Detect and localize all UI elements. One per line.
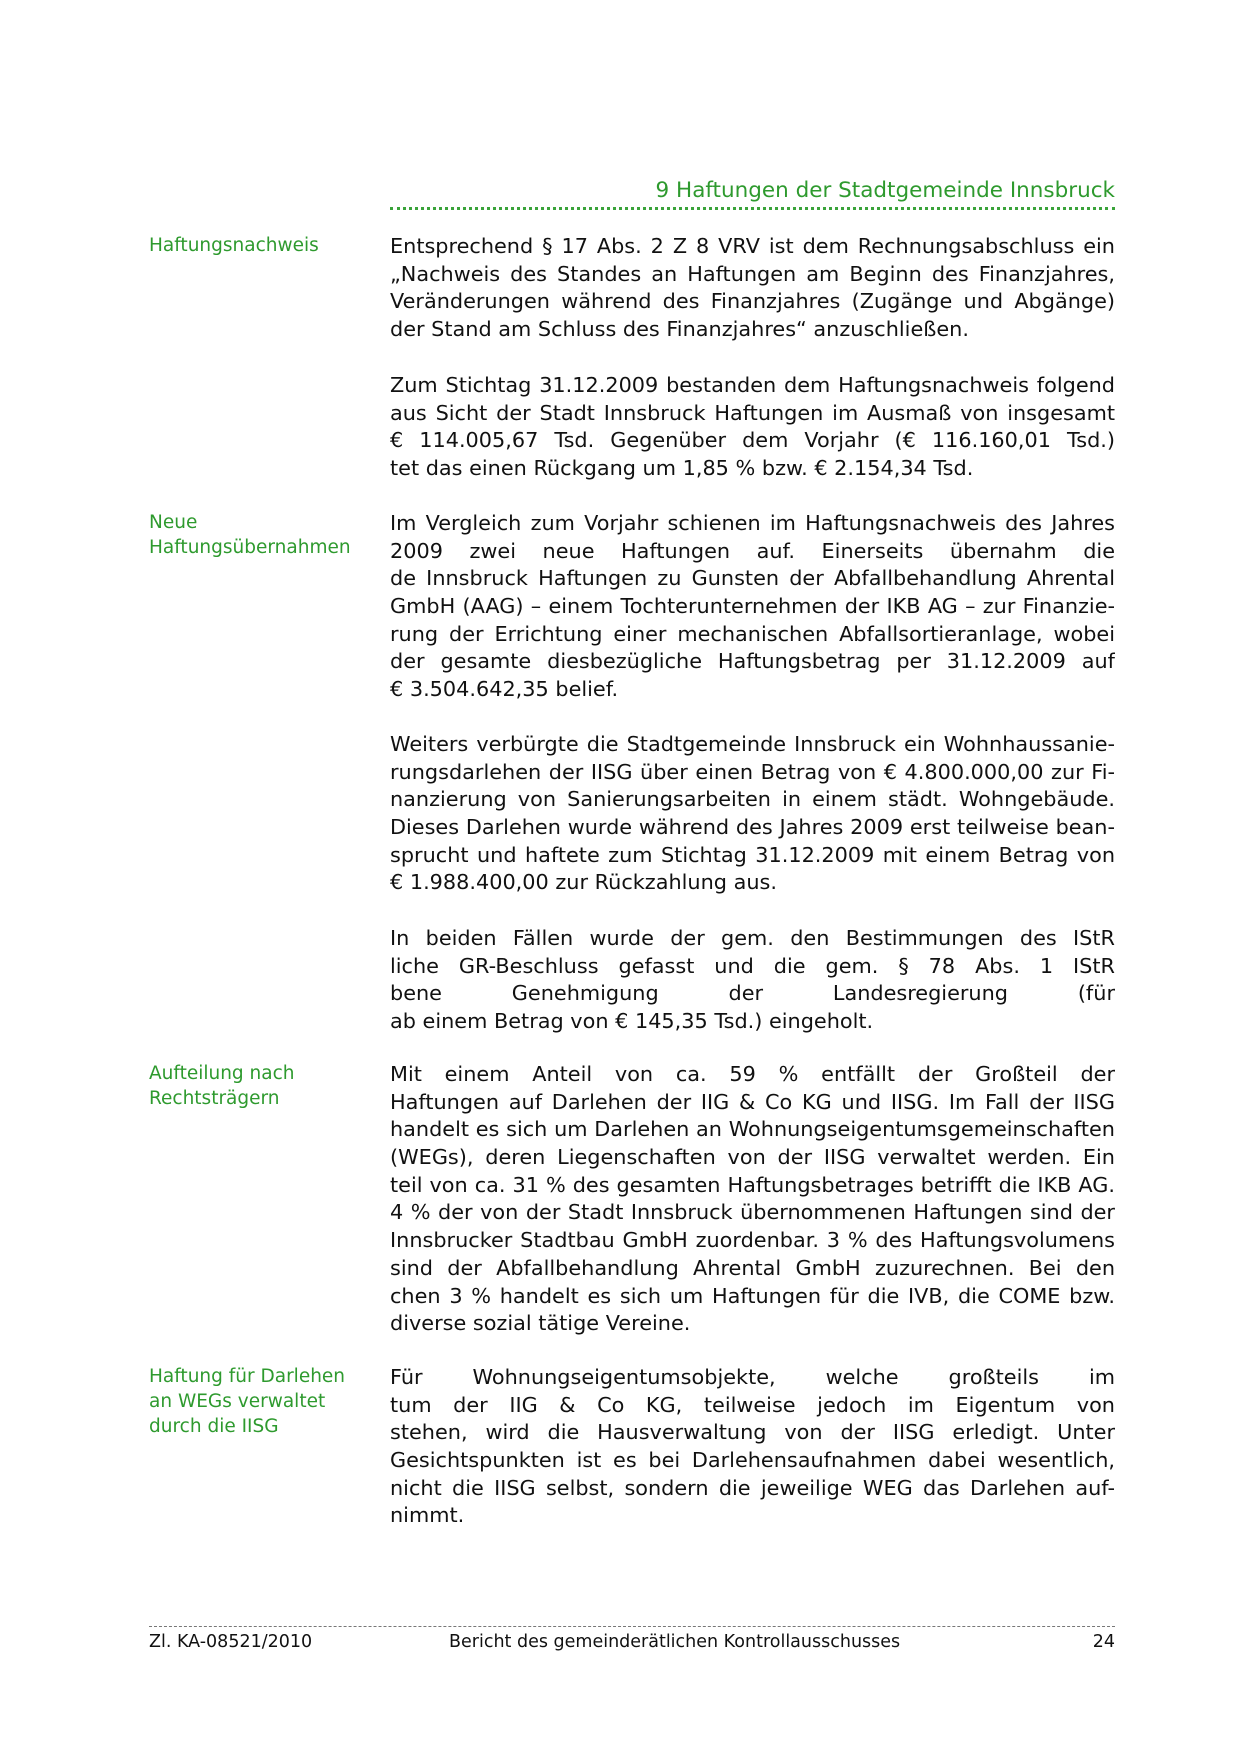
text-line: aus Sicht der Stadt Innsbruck Haftungen im Ausmaß von insgesamt — [390, 400, 1115, 425]
text-line: sprucht und haftete zum Stichtag 31.12.2009 mit einem Betrag von — [390, 842, 1115, 867]
text-line: Innsbrucker Stadtbau GmbH zuordenbar. 3 % des Haftungsvolumens — [390, 1228, 1115, 1253]
paragraph — [390, 731, 1115, 897]
margin-note-line: Neue — [149, 512, 198, 533]
margin-note — [149, 510, 379, 560]
paragraph — [390, 1364, 1115, 1530]
text-line: der gesamte diesbezügliche Haftungsbetrag per 31.12.2009 auf — [390, 649, 1115, 674]
text-line: Haftungen auf Darlehen der IIG & Co KG und IISG. Im Fall der IISG — [390, 1089, 1115, 1114]
text-line: chen 3 % handelt es sich um Haftungen für die IVB, die COME bzw. — [390, 1283, 1115, 1308]
text-line: ab einem Betrag von € 145,35 Tsd.) eingeholt. — [390, 1009, 874, 1034]
footer-divider — [149, 1626, 1115, 1627]
text-line: Entsprechend § 17 Abs. 2 Z 8 VRV ist dem Rechnungsabschluss ein — [390, 234, 1115, 258]
margin-note-line: durch die IISG — [149, 1416, 279, 1437]
document-reference: Zl. KA-08521/2010 — [149, 1632, 313, 1652]
text-line: GmbH (AAG) – einem Tochterunternehmen der IKB AG – zur Finanzie- — [390, 594, 1115, 619]
margin-note-line: Aufteilung nach — [149, 1063, 295, 1084]
paragraph — [390, 510, 1115, 704]
text-line: nanzierung von Sanierungsarbeiten in einem städt. Wohngebäude. — [390, 787, 1115, 812]
text-line: bene Genehmigung der Landesregierung (für — [390, 981, 1115, 1006]
text-line: € 114.005,67 Tsd. Gegenüber dem Vorjahr (€ 116.160,01 Tsd.) — [390, 428, 1115, 453]
text-line: rung der Errichtung einer mechanischen Abfallsortieranlage, wobei — [390, 621, 1115, 646]
text-line: Dieses Darlehen wurde während des Jahres 2009 erst teilweise bean- — [390, 815, 1115, 840]
text-line: liche GR-Beschluss gefasst und die gem. § 78 Abs. 1 IStR — [390, 953, 1115, 978]
text-line: € 3.504.642,35 belief. — [390, 677, 619, 702]
paragraph — [390, 372, 1115, 483]
text-line: 2009 zwei neue Haftungen auf. Einerseits übernahm die — [390, 538, 1115, 563]
paragraph — [390, 925, 1115, 1036]
text-line: Im Vergleich zum Vorjahr schienen im Haftungsnachweis des Jahres — [390, 511, 1115, 535]
margin-note-line: Haftungsnachweis — [149, 235, 319, 256]
text-line: € 1.988.400,00 zur Rückzahlung aus. — [390, 870, 777, 895]
text-line: nimmt. — [390, 1503, 465, 1528]
margin-note-line: Haftung für Darlehen — [149, 1366, 346, 1387]
margin-note-line: Haftungsübernahmen — [149, 537, 351, 558]
text-line: diverse sozial tätige Vereine. — [390, 1311, 691, 1336]
text-line: der Stand am Schluss des Finanzjahres“ anzuschließen. — [390, 317, 969, 342]
text-line: nicht die IISG selbst, sondern die jeweilige WEG das Darlehen auf- — [390, 1475, 1115, 1500]
paragraph — [390, 233, 1115, 344]
text-line: In beiden Fällen wurde der gem. den Bestimmungen des IStR — [390, 926, 1115, 950]
text-line: teil von ca. 31 % des gesamten Haftungsbetrages betrifft die IKB AG. — [390, 1172, 1115, 1197]
text-line: Für Wohnungseigentumsobjekte, welche großteils im — [390, 1365, 1115, 1389]
text-line: tet das einen Rückgang um 1,85 % bzw. € 2.154,34 Tsd. — [390, 456, 974, 481]
text-line: stehen, wird die Hausverwaltung von der IISG erledigt. Unter — [390, 1420, 1115, 1445]
text-line: „Nachweis des Standes an Haftungen am Beginn des Finanzjahres, — [390, 261, 1115, 286]
text-line: tum der IIG & Co KG, teilweise jedoch im Eigentum von — [390, 1392, 1115, 1417]
text-line: 4 % der von der Stadt Innsbruck übernommenen Haftungen sind der — [390, 1200, 1115, 1225]
text-line: Weiters verbürgte die Stadtgemeinde Innsbruck ein Wohnhaussanie- — [390, 732, 1115, 756]
text-line: de Innsbruck Haftungen zu Gunsten der Abfallbehandlung Ahrental — [390, 566, 1115, 591]
margin-note — [149, 233, 379, 258]
margin-note — [149, 1364, 379, 1439]
page-number: 24 — [1092, 1632, 1115, 1652]
margin-note-line: Rechtsträgern — [149, 1088, 280, 1109]
report-title: Bericht des gemeinderätlichen Kontrollausschusses — [449, 1632, 901, 1652]
text-line: rungsdarlehen der IISG über einen Betrag von € 4.800.000,00 zur Fi- — [390, 759, 1115, 784]
text-line: handelt es sich um Darlehen an Wohnungseigentumsgemeinschaften — [390, 1117, 1115, 1142]
margin-note-line: an WEGs verwaltet — [149, 1391, 326, 1412]
text-line: Zum Stichtag 31.12.2009 bestanden dem Haftungsnachweis folgend — [390, 373, 1115, 397]
text-line: Veränderungen während des Finanzjahres (Zugänge und Abgänge) — [390, 289, 1115, 314]
text-line: sind der Abfallbehandlung Ahrental GmbH zuzurechnen. Bei den — [390, 1255, 1115, 1280]
chapter-title: 9 Haftungen der Stadtgemeinde Innsbruck — [655, 178, 1115, 203]
text-line: (WEGs), deren Liegenschaften von der IISG verwaltet werden. Ein — [390, 1145, 1115, 1170]
paragraph — [390, 1061, 1115, 1338]
header-divider — [390, 207, 1115, 210]
margin-note — [149, 1061, 379, 1111]
text-line: Mit einem Anteil von ca. 59 % entfällt der Großteil der — [390, 1062, 1115, 1086]
text-line: Gesichtspunkten ist es bei Darlehensaufnahmen dabei wesentlich, — [390, 1448, 1115, 1473]
